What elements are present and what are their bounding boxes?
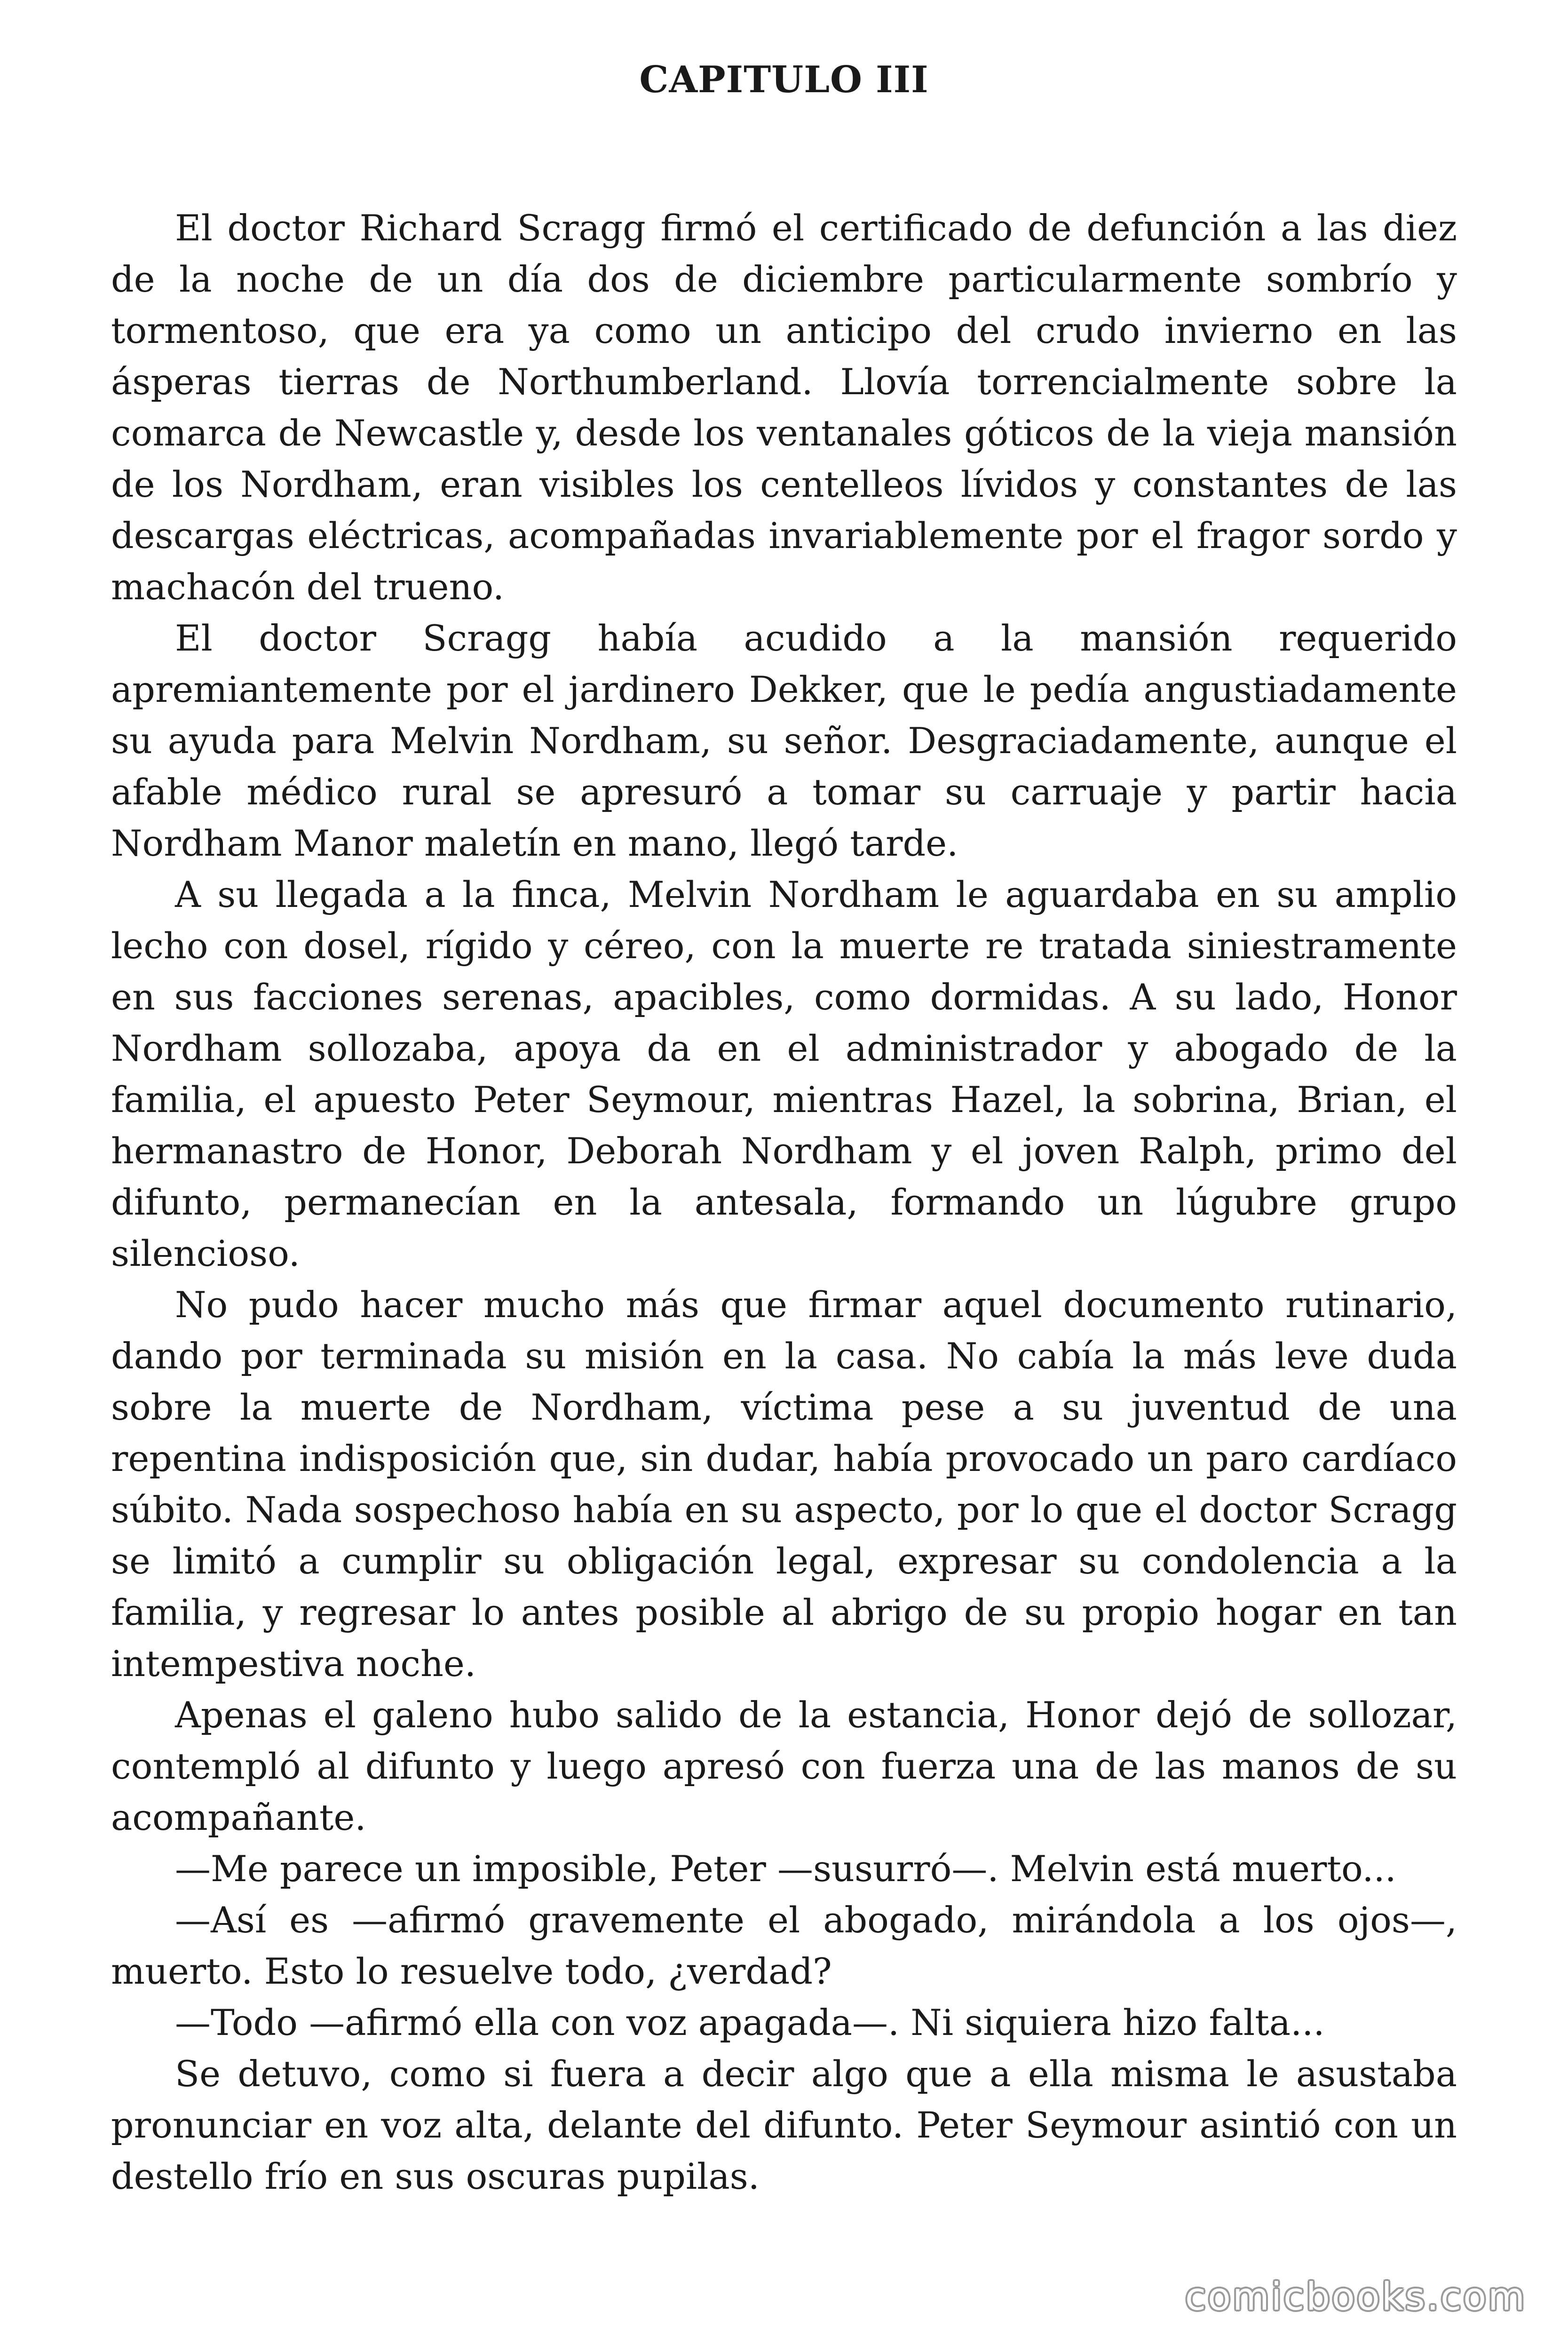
- paragraph: A su llegada a la finca, Melvin Nordham le aguardaba en su amplio lecho con dosel, rígido y céreo, con la muerte re tratada siniestramente en sus facciones serenas, apacibles, como dormidas. A su lado, Honor Nordham sollozaba, apoya da en el administrador y abogado de la familia, el apuesto Peter Seymour, mientras Hazel, la sobrina, Brian, el hermanastro de Honor, Deborah Nordham y el joven Ralph, primo del difunto, permanecían en la antesala, formando un lúgubre grupo silencioso.: [111, 874, 1457, 1274]
- chapter-title: CAPITULO III: [639, 58, 929, 101]
- chapter-body: [111, 202, 1457, 2202]
- paragraph: —Todo —afirmó ella con voz apagada—. Ni siquiera hizo falta...: [175, 2002, 1325, 2043]
- paragraph: Se detuvo, como si fuera a decir algo que a ella misma le asustaba pronunciar en voz alta, delante del difunto. Peter Seymour asintió con un destello frío en sus oscuras pupilas.: [111, 2053, 1457, 2197]
- paragraph: El doctor Scragg había acudido a la mansión requerido apremiantemente por el jardinero Dekker, que le pedía angustiadamente su ayuda para Melvin Nordham, su señor. Desgraciadamente, aunque el afable médico rural se apresuró a tomar su carruaje y partir hacia Nordham Manor maletín en mano, llegó tarde.: [111, 617, 1457, 864]
- paragraph: —Me parece un imposible, Peter —susurró—. Melvin está muerto...: [175, 1848, 1396, 1890]
- paragraph: El doctor Richard Scragg firmó el certificado de defunción a las diez de la noche de un día dos de diciembre particularmente sombrío y tormentoso, que era ya como un anticipo del crudo invierno en las ásperas tierras de Northumberland. Llovía torrencialmente sobre la comarca de Newcastle y, desde los ventanales góticos de la vieja mansión de los Nordham, eran visibles los centelleos lívidos y constantes de las descargas eléctricas, acompañadas invariablemente por el fragor sordo y machacón del trueno.: [111, 207, 1457, 608]
- watermark: comicbooks.com: [1185, 2275, 1527, 2319]
- paragraph: Apenas el galeno hubo salido de la estancia, Honor dejó de sollozar, contempló al difunto y luego apresó con fuerza una de las manos de su acompañante.: [111, 1694, 1457, 1838]
- paragraph: No pudo hacer mucho más que firmar aquel documento rutinario, dando por terminada su misión en la casa. No cabía la más leve duda sobre la muerte de Nordham, víctima pese a su juventud de una repentina indisposición que, sin dudar, había provocado un paro cardíaco súbito. Nada sospechoso había en su aspecto, por lo que el doctor Scragg se limitó a cumplir su obligación legal, expresar su condolencia a la familia, y regresar lo antes posible al abrigo de su propio hogar en tan intempestiva noche.: [111, 1284, 1457, 1685]
- paragraph: —Así es —afirmó gravemente el abogado, mirándola a los ojos—, muerto. Esto lo resuelve todo, ¿verdad?: [111, 1899, 1457, 1992]
